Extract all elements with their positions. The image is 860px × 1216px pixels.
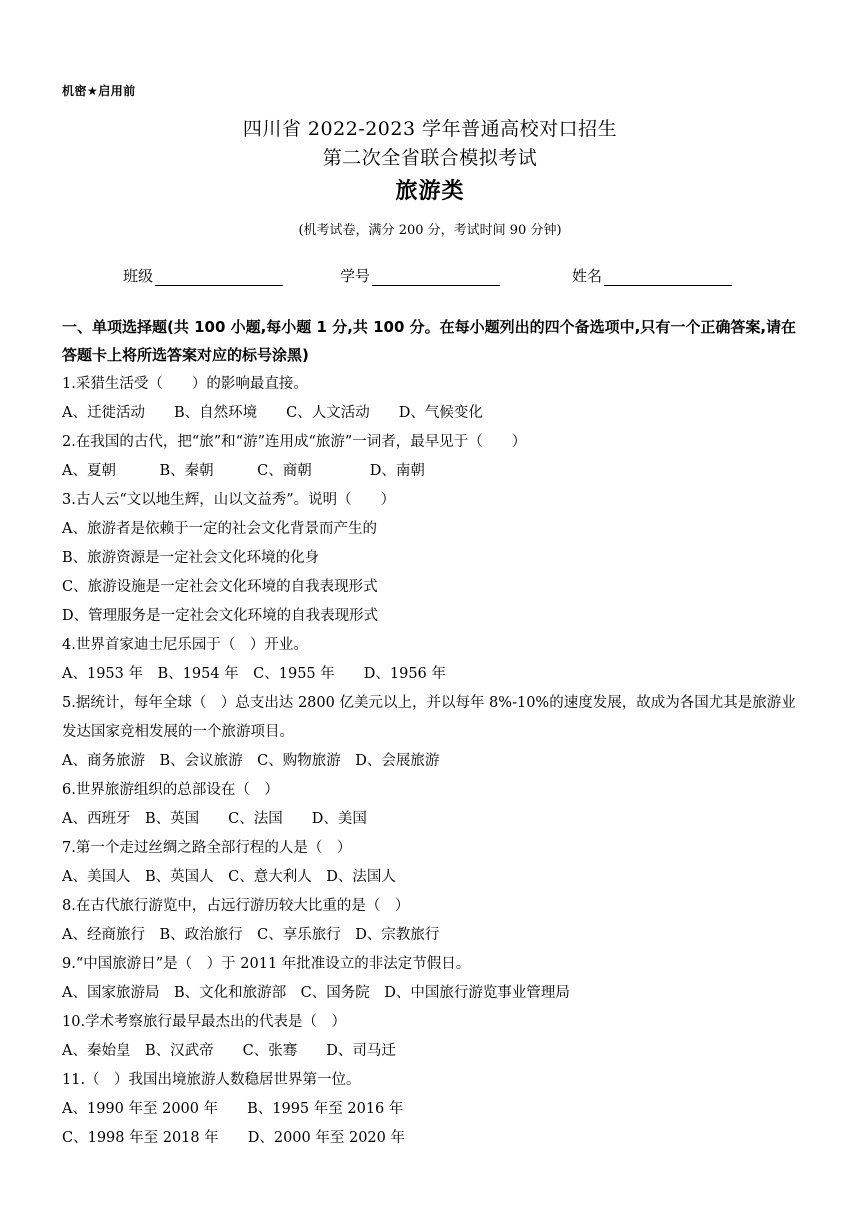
question-option: D、管理服务是一定社会文化环境的自我表现形式	[62, 608, 379, 624]
exam-info: (机考试卷，满分 200 分，考试时间 90 分钟)	[298, 223, 562, 238]
question-option: A、旅游者是依赖于一定的社会文化背景而产生的	[62, 521, 377, 537]
question-options: A、迁徙活动 B、自然环境 C、人文活动 D、气候变化	[62, 405, 483, 421]
exam-title-line1: 四川省 2022-2023 学年普通高校对口招生	[242, 118, 618, 140]
question-stem: 11.（ ）我国出境旅游人数稳居世界第一位。	[62, 1072, 361, 1088]
question-option: A、1990 年至 2000 年 B、1995 年至 2016 年	[62, 1101, 404, 1117]
question-stem: 2.在我国的古代，把“旅”和“游”连用成“旅游”一词者，最早见于（ ）	[62, 434, 527, 450]
question-stem: 6.世界旅游组织的总部设在（ ）	[62, 782, 279, 798]
question-option: B、旅游资源是一定社会文化环境的化身	[62, 550, 320, 566]
question-option: C、1998 年至 2018 年 D、2000 年至 2020 年	[62, 1130, 405, 1146]
question-stem: 9.“中国旅游日”是（ ）于 2011 年批准设立的非法定节假日。	[62, 956, 471, 972]
name-field	[572, 265, 732, 286]
question-options: A、1953 年 B、1954 年 C、1955 年 D、1956 年	[62, 666, 446, 682]
question-stem: 7.第一个走过丝绸之路全部行程的人是（ ）	[62, 840, 352, 856]
question-options: A、夏朝 B、秦朝 C、商朝 D、南朝	[62, 463, 425, 479]
student-id-blank	[372, 269, 500, 286]
class-blank	[155, 269, 283, 286]
question-options: A、西班牙 B、英国 C、法国 D、美国	[62, 811, 367, 827]
question-stem: 5.据统计，每年全球（ ）总支出达 2800 亿美元以上，并以每年 8%-10%的速度发展，故成为各国尤其是旅游业发达国家竞相发展的一个旅游项目。	[62, 695, 796, 740]
student-id-field	[340, 265, 500, 286]
exam-title-line2: 第二次全省联合模拟考试	[322, 147, 538, 169]
question-options: A、国家旅游局 B、文化和旅游部 C、国务院 D、中国旅行游览事业管理局	[62, 985, 570, 1001]
question-options: A、美国人 B、英国人 C、意大利人 D、法国人	[62, 869, 396, 885]
question-list	[62, 370, 807, 1153]
question-options: A、商务旅游 B、会议旅游 C、购物旅游 D、会展旅游	[62, 753, 440, 769]
class-field	[123, 265, 283, 286]
section-heading: 一、单项选择题(共 100 小题,每小题 1 分,共 100 分。在每小题列出的四个备选项中,只有一个正确答案,请在答题卡上将所选答案对应的标号涂黑)	[62, 318, 797, 364]
student-id-label: 学号	[340, 267, 371, 285]
name-label: 姓名	[572, 267, 603, 285]
subject-title: 旅游类	[395, 179, 465, 204]
question-stem: 10.学术考察旅行最早最杰出的代表是（ ）	[62, 1014, 347, 1030]
confidential-mark: 机密★启用前	[62, 84, 136, 98]
name-blank	[604, 269, 732, 286]
class-label: 班级	[123, 267, 154, 285]
question-stem: 1.采猎生活受（ ）的影响最直接。	[62, 376, 308, 392]
question-option: C、旅游设施是一定社会文化环境的自我表现形式	[62, 579, 378, 595]
question-stem: 8.在古代旅行游览中，占远行游历较大比重的是（ ）	[62, 898, 410, 914]
question-stem: 3.古人云“文以地生辉，山以文益秀”。说明（ ）	[62, 492, 396, 508]
question-stem: 4.世界首家迪士尼乐园于（ ）开业。	[62, 637, 308, 653]
question-options: A、秦始皇 B、汉武帝 C、张骞 D、司马迁	[62, 1043, 396, 1059]
question-options: A、经商旅行 B、政治旅行 C、享乐旅行 D、宗教旅行	[62, 927, 440, 943]
